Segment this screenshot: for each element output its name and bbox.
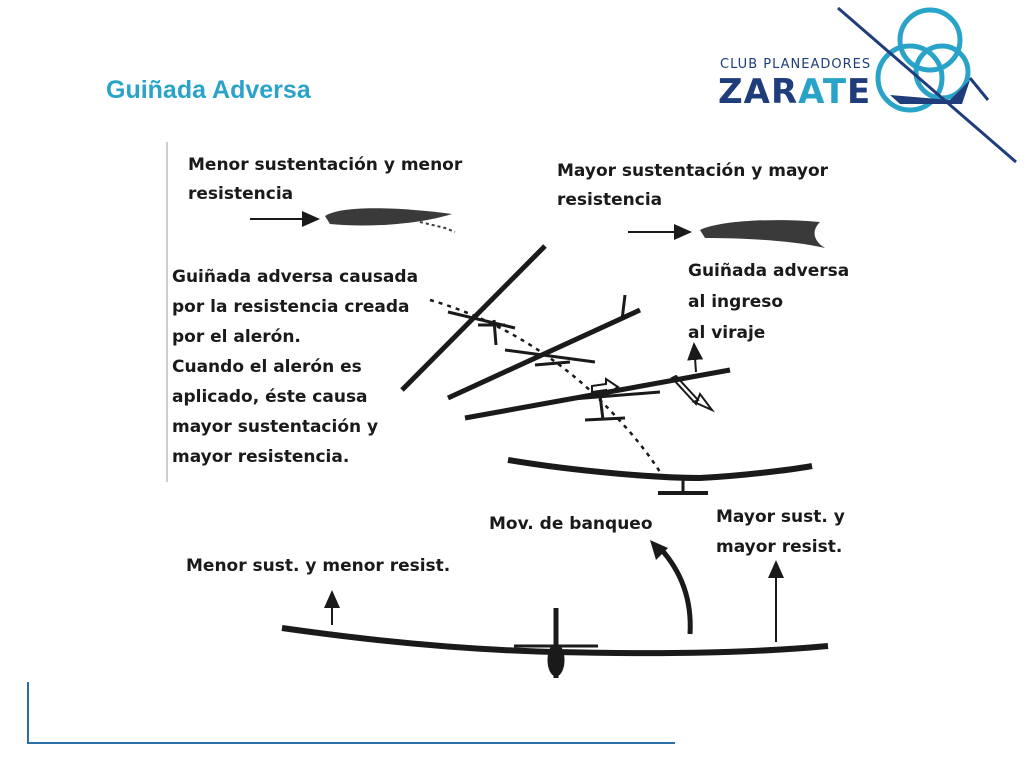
label-top-right-line-2: resistencia (557, 190, 663, 210)
label-more-line-1: Mayor sust. y (716, 507, 845, 527)
logo-zarate-part-a: ZAR (718, 72, 799, 112)
label-top-left-line-1: Menor sustentación y menor (188, 155, 463, 175)
label-explanation-line-1: Guiñada adversa causada (172, 267, 419, 287)
label-roll: Mov. de banqueo (489, 514, 653, 534)
label-less: Menor sust. y menor resist. (186, 556, 451, 576)
logo-club-text: CLUB PLANEADORES (720, 57, 872, 72)
label-explanation (172, 262, 418, 472)
label-explanation-line-6: mayor sustentación y (172, 417, 379, 437)
glider-bottom (282, 608, 828, 678)
label-right-note-line-2: al ingreso (688, 292, 784, 312)
label-explanation-line-5: aplicado, éste causa (172, 387, 368, 407)
glider-position-4 (508, 460, 812, 493)
label-explanation-line-4: Cuando el alerón es (172, 357, 362, 377)
label-more-line-2: mayor resist. (716, 537, 843, 557)
logo-zarate-part-c: E (847, 72, 872, 112)
label-more (716, 502, 845, 562)
airfoil-left (250, 208, 455, 232)
label-right-note-line-3: al viraje (688, 323, 766, 343)
label-top-left (188, 151, 462, 209)
label-top-right-line-1: Mayor sustentación y mayor (557, 161, 829, 181)
glider-position-3 (465, 370, 730, 420)
label-right-note-line-1: Guiñada adversa (688, 261, 850, 281)
label-top-left-line-2: resistencia (188, 184, 294, 204)
roll-arrow-shaft (660, 548, 690, 634)
label-top-right (557, 157, 828, 215)
label-explanation-line-3: por el alerón. (172, 327, 301, 347)
glider-position-1 (402, 246, 545, 390)
page-title: Guiñada Adversa (106, 76, 311, 104)
airfoil-right (628, 220, 825, 248)
label-explanation-line-2: por la resistencia creada (172, 297, 410, 317)
label-explanation-line-7: mayor resistencia. (172, 447, 350, 467)
logo-zarate-part-b: AT (798, 72, 848, 112)
label-right-note (688, 256, 849, 349)
